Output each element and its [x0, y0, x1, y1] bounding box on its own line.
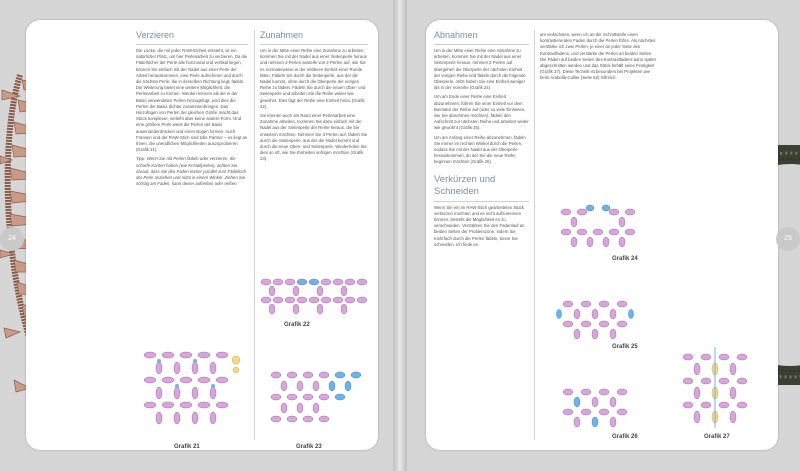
- paragraph: Um in der Mitte einer Reihe eine Zunahme zu arbeiten, kommen Sie mit der Nadel aus einer Seitenperle heraus und nehmen 3 Perlen anstelle von 2 Perlen auf, wie Sie es normalerweise in der mittleren Einheit einer Runde täten. Fädeln Sie durch die Seitenperle, aus der die Nadel kommt, ohne durch die Oberperle der vorigen Reihe zu fädeln. Fädeln Sie durch die neuen Ober- und Seitenperle und arbeiten Sie die Reihe weiter wie gewohnt. Dies fügt der Reihe eine Einheit hinzu (Grafik 22).: [260, 48, 367, 109]
- figure-grafik-22: [256, 270, 371, 320]
- heading-verkuerzen: Verkürzen und Schneiden: [434, 174, 529, 202]
- paragraph: Um in der Mitte einer Reihe eine Abnahme zu arbeiten, kommen Sie mit der Nadel aus einer Seitenperle heraus, nehmen 2 Perlen auf, übergehen die Oberperle der nächsten Einheit der vorigen Reihe und fädeln durch die folgende Oberperle. Jetzt haben Sie eine Einheit weniger als in der Vorreihe (Grafik 24).: [434, 48, 526, 91]
- col-continued: [540, 32, 658, 85]
- figure-grafik-23: [266, 360, 371, 440]
- paragraph: Wenn Sie ein im RAW-Stich gearbeitetes Stück verkürzen möchten und es nicht aufzutrennen können, besteht die Möglichkeit es zu verschneiden. Verstärken Sie den Fadenlauf an beiden Seiten der Problemzone, indem Sie mehrfach durch die Perlen fädeln, bevor Sie schneiden. Ich finde es: [434, 204, 525, 247]
- paragraph: Die Lücke, die mit jeder RAW-Einheit entsteht, ist ein natürlicher Platz, um hier Perlenarbeit zu verzieren. Da die Fädellöcher der Perle alle horizontal und vertikal liegen, können Sie einfach mit der Nadel aus einer Perle der Arbeit herauskommen, eine Perle aufnehmen und durch die nächste Perle, die in derselben Richtung liegt, fädeln. Die Weiterung bietet eine weitere Möglichkeit, die Perlenarbeit zu formen. Werden können als die in der Basis verwendeten Perlen hinzugefügt, wird dies die Perlen der Basis dichter zusammenbringen. Das Hinzufügen von Perlen der gleichen Größe macht das Stück komplexer, verleiht aber keine andere Form. Und eine größere Perle weist die Perlen der Basis auseinanderdrücken und einen Bogen formen. Auch Fransen und der RAW-Stich sind tolle Partner – es liegt an Ihnen, die unendlichen Möglichkeiten auszuprobieren (Grafik 21).: [136, 48, 248, 153]
- heading-zunahmen: Zunahmen: [260, 30, 368, 45]
- figure-grafik-27: [676, 345, 766, 430]
- caption-grafik-27: Grafik 27: [704, 434, 730, 440]
- caption-grafik-26: Grafik 26: [612, 434, 638, 440]
- col-verzieren: [136, 30, 248, 190]
- caption-grafik-22: Grafik 22: [284, 322, 310, 328]
- page-number-right: 25: [776, 227, 800, 251]
- caption-grafik-25: Grafik 25: [612, 344, 638, 350]
- page-number-left: 24: [0, 227, 24, 251]
- figure-grafik-21: [138, 340, 248, 440]
- caption-grafik-23: Grafik 23: [296, 444, 322, 450]
- caption-grafik-21: Grafik 21: [174, 444, 200, 450]
- col-zunahmen: [260, 30, 368, 166]
- paragraph: am einfachsten, wenn ich an der Schnittstelle einen kontrastierenden Faden durch die Perlen führe. Als nächstes verstärke ich zwei Perlen, je einer an jeder Seite des Kontrastfadens, und verstärke die Perlen an beiden Seiten. Die Fäden auf beiden Seiten des Kontrastfadens kann später abgeschnitten werden und das Stück behält seine Festigkeit (Grafik 27). Diese Technik ist besonders bei Projekten wie beim Arabella-Collier (Seite 52) hilfreich.: [540, 32, 657, 81]
- heading-abnahmen: Abnahmen: [434, 30, 529, 45]
- paragraph: Sie können auch am Rand einer Perlenarbeit eine Zunahme arbeiten. Kommen Sie dazu einfach mit der Nadel aus der Seitenperle der Reihe heraus, die Sie erweitern möchten. Nehmen Sie 3 Perlen auf, fädeln Sie durch die Seitenperle, aus der die Nadel kommt und durch die neue Oben- und Seitenperle. Wiederholen Sie dies so oft, wie Sie Einheiten anfügen möchten (Grafik 23).: [260, 113, 368, 162]
- figure-grafik-25: [556, 292, 646, 342]
- paragraph: Um am Ende einer Reihe eine Einheit abzunehmen, führen Sie einer Einheit vor dem Beenden der Reihe auf (oder so viele Einheiten, wie Sie abnehmen möchten), fädeln den Aufschnitt zur nächsten Reihe und arbeiten weiter wie gewohnt (Grafik 25).: [434, 94, 529, 131]
- book-gutter: [393, 0, 407, 471]
- paragraph: Um am Anfang einer Reihe abzunehmen, fädeln Sie immer im rechten Winkel durch die Perlen, sodass Sie mit der Nadel aus der Oberperle herauskommen, an der Sie die neue Reihe beginnen möchten (Grafik 26).: [434, 134, 526, 165]
- caption-grafik-24: Grafik 24: [612, 256, 638, 262]
- right-page: [426, 20, 778, 450]
- left-page: [26, 20, 378, 450]
- tip-paragraph: Tipp: Wenn Sie mit Perlen fädeln oder verzieren, die scharfe Kanten haben (wie Kristallperlen), achten Sie darauf, dass Sie den Faden immer parallel zum Fädelloch der Perle anziehen und nicht in einem Winkel. Ziehen Sie schräg am Faden, kann dieser aufreißen oder reißen.: [136, 156, 247, 187]
- col-abnahmen: [434, 30, 529, 251]
- heading-verzieren: Verzieren: [136, 30, 248, 45]
- figure-grafik-24: [556, 200, 646, 255]
- figure-grafik-26: [556, 380, 646, 430]
